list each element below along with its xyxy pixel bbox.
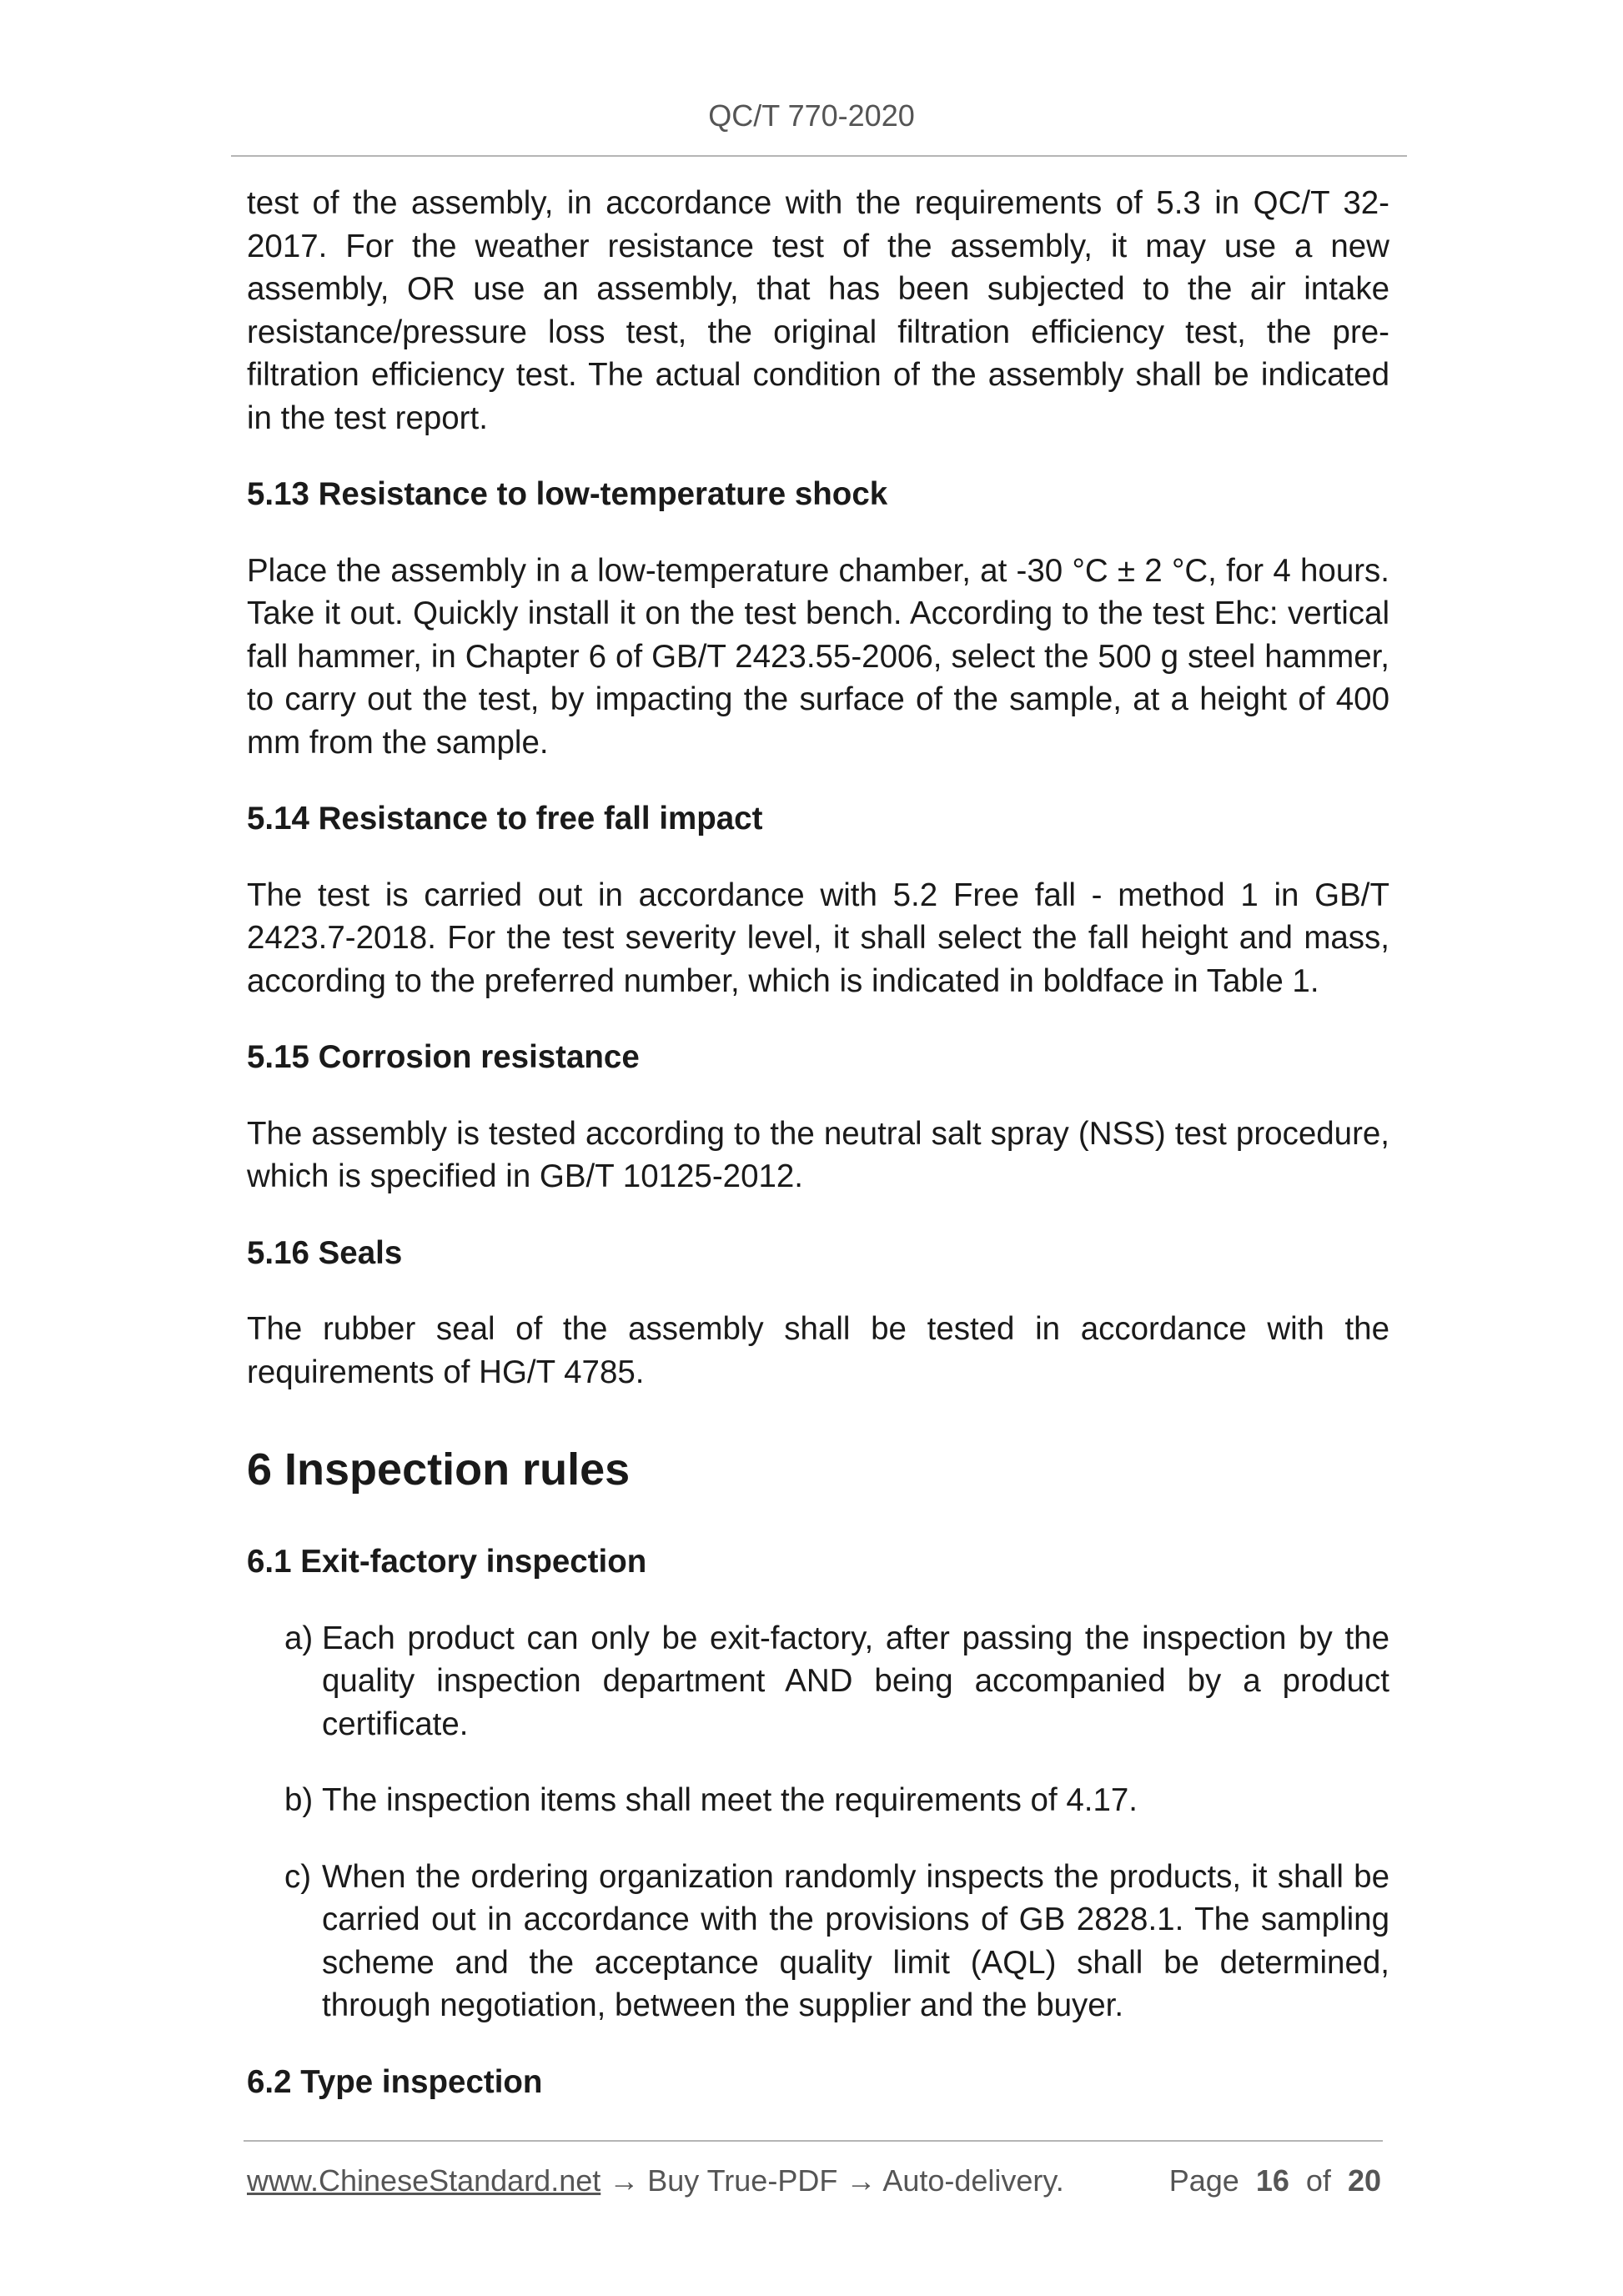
list-text: The inspection items shall meet the requirements of 4.17. (322, 1782, 1138, 1818)
heading-6-2: 6.2 Type inspection (247, 2063, 543, 2100)
page-number (1169, 2163, 1381, 2198)
footer-site-link[interactable]: www.ChineseStandard.net (247, 2163, 601, 2198)
list-text: When the ordering organization randomly inspects the products, it shall be carried out in accordance with the provisions of GB 2828.1. The sampling scheme and the acceptance quality limit (AQL) shall be determined, through negotiation, between the supplier and the buyer. (322, 1858, 1389, 2023)
footer-promo-line (247, 2163, 1064, 2198)
list-item (284, 1617, 1389, 1746)
paragraph-intro: test of the assembly, in accordance with the requirements of 5.3 in QC/T 32-2017. For the weather resistance test of the assembly, it may use a new assembly, OR use an assembly, that has been subjected to the air intake resistance/pressure loss test, the original filtration efficiency test, the pre-filtration efficiency test. The actual condition of the assembly shall be indicated in the test report. (247, 185, 1389, 436)
paragraph-5-14: The test is carried out in accordance with 5.2 Free fall - method 1 in GB/T 2423.7-2018. For the test severity level, it shall select the fall height and mass, according to the preferred number, which is indicated in boldface in Table 1. (247, 877, 1389, 999)
heading-5-13: 5.13 Resistance to low-temperature shock (247, 476, 888, 512)
header-divider (231, 155, 1407, 157)
list-marker: c) (284, 1858, 312, 1895)
page-label: Page (1168, 2163, 1239, 2198)
heading-5-14: 5.14 Resistance to free fall impact (247, 801, 763, 837)
heading-5-15: 5.15 Corrosion resistance (247, 1039, 640, 1075)
list-text: Each product can only be exit-factory, after passing the inspection by the quality inspection department AND being accompanied by a product certificate. (322, 1620, 1389, 1742)
list-item (284, 1856, 1389, 2027)
heading-6: 6 Inspection rules (247, 1444, 631, 1495)
page-header-title: QC/T 770-2020 (708, 98, 915, 133)
heading-6-1: 6.1 Exit-factory inspection (247, 1544, 647, 1580)
page-current: 16 (1255, 2163, 1289, 2198)
heading-5-16: 5.16 Seals (247, 1234, 403, 1271)
page-footer (247, 2163, 1381, 2198)
page-total: 20 (1347, 2163, 1381, 2198)
document-body (247, 182, 1389, 2103)
page-of: of (1305, 2163, 1331, 2198)
footer-promo-text: → Buy True-PDF → Auto-delivery. (600, 2163, 1064, 2198)
list-marker: b) (284, 1782, 314, 1818)
footer-divider (244, 2140, 1383, 2142)
list-item (284, 1779, 1389, 1822)
paragraph-5-13: Place the assembly in a low-temperature chamber, at -30 °C ± 2 °C, for 4 hours. Take it out. Quickly install it on the test bench. According to the test Ehc: vertical fall hammer, in Chapter 6 of GB/T 2423.55-2006, select the 500 g steel hammer, to carry out the test, by impacting the surface of the sample, at a height of 400 mm from the sample. (247, 552, 1389, 761)
paragraph-5-16: The rubber seal of the assembly shall be tested in accordance with the requirements of HG/T 4785. (247, 1311, 1389, 1390)
list-marker: a) (284, 1620, 314, 1656)
paragraph-5-15: The assembly is tested according to the neutral salt spray (NSS) test procedure, which is specified in GB/T 10125-2012. (247, 1115, 1389, 1194)
